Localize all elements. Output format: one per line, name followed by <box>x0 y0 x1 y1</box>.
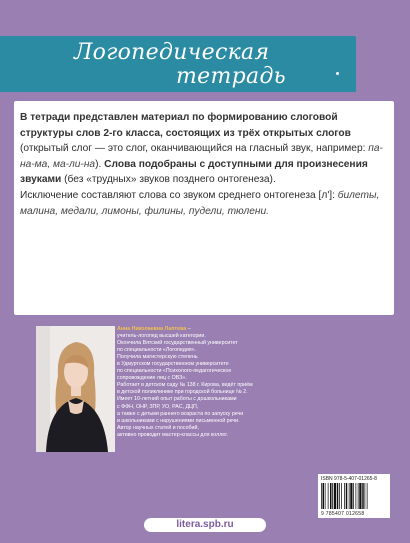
isbn-barcode-box <box>318 474 390 518</box>
barcode-bar <box>323 483 325 509</box>
barcode-bar <box>346 483 348 509</box>
author-bio-line: а также с детьми раннего возраста по запуску речи <box>117 410 244 417</box>
title-line-1: Логопедическая <box>74 40 270 65</box>
description-intro: В тетради представлен материал по формированию слоговой структуры слов 2-го класса, состоящих из трёх открытых слогов <box>20 112 351 139</box>
author-photo <box>36 326 115 452</box>
author-bio-line: Автор научных статей и пособий, <box>117 424 199 431</box>
barcode-bar <box>358 483 359 509</box>
description-paragraph-2 <box>20 188 392 219</box>
author-bio-line: учитель-логопед высшей категории. <box>117 333 206 340</box>
barcode-bar <box>339 483 340 509</box>
author-bio-line: Окончила Вятский государственный университет <box>117 340 238 347</box>
author-name-dash: – <box>186 326 191 332</box>
barcode-icon <box>321 483 387 509</box>
author-name-line <box>117 326 309 333</box>
barcode-bar <box>349 483 350 509</box>
barcode-bar <box>359 483 361 509</box>
author-bio-line: активно проводит мастер-классы для коллег. <box>117 431 229 438</box>
barcode-bar <box>330 483 332 509</box>
description-exception: Исключение составляют слова со звуком среднего онтогенеза [л']: <box>20 189 335 201</box>
description-exception-words: билеты, малина, медали, лимоны, филины, пудели, тюлени. <box>20 189 380 217</box>
author-portrait-image <box>36 326 115 452</box>
description-text <box>20 110 392 219</box>
description-close-paren: ). <box>95 158 105 170</box>
author-bio-line: сопровождение лиц с ОВЗ». <box>117 375 187 382</box>
title-line-2: тетрадь <box>176 64 286 89</box>
description-words-selected: Слова подобраны с доступными для произнесения звуками <box>20 158 368 186</box>
author-bio-line: Имеет 10-летний опыт работы с дошкольниками <box>117 396 237 403</box>
title-dot <box>336 72 339 75</box>
author-bio-line: по специальности «Логопедия». <box>117 347 197 354</box>
author-bio-line: Получила магистерскую степень <box>117 354 198 361</box>
author-bio-line: в детской поликлинике при городской больнице № 2. <box>117 389 248 396</box>
barcode-bar <box>344 483 345 509</box>
barcode-bar <box>365 483 366 509</box>
author-bio-line: Работает в детском саду № 138 г. Кирова, ведёт приём <box>117 382 253 389</box>
isbn-digits: 9 785407 012658 <box>321 511 365 517</box>
description-example: па-на-ма, ма-ли-на <box>20 143 383 170</box>
barcode-bar <box>325 483 326 509</box>
barcode-bar <box>321 483 322 509</box>
isbn-label: ISBN 978-5-407-01265-8 <box>321 476 377 482</box>
publisher-website[interactable]: litera.spb.ru <box>144 518 266 532</box>
barcode-bar <box>353 483 354 509</box>
barcode-bar <box>362 483 364 509</box>
barcode-bar <box>334 483 336 509</box>
author-bio-line: по специальности «Психолого-педагогическое <box>117 368 232 375</box>
barcode-bar <box>332 483 333 509</box>
barcode-bar <box>328 483 329 509</box>
author-bio-line: и школьниками с нарушениями письменной речи. <box>117 417 240 424</box>
barcode-bar <box>350 483 352 509</box>
description-no-hard-sounds: (без «трудных» звуков позднего онтогенеза). <box>61 174 276 186</box>
description-open-syllable: (открытый слог — это слог, оканчивающийся на гласный звук, например: <box>20 143 369 155</box>
barcode-bar <box>367 483 368 509</box>
barcode-bar <box>341 483 342 509</box>
author-bio <box>117 326 309 439</box>
author-bio-line: с ФФН, ОНР, ЗПР, УО, РАС, ДЦП, <box>117 403 199 410</box>
barcode-bar <box>337 483 339 509</box>
description-paragraph-1 <box>20 110 392 188</box>
barcode-bar <box>356 483 357 509</box>
author-name: Анна Николаевна Лаптева <box>117 326 187 332</box>
author-bio-line: в Удмуртском государственном университете <box>117 361 229 368</box>
